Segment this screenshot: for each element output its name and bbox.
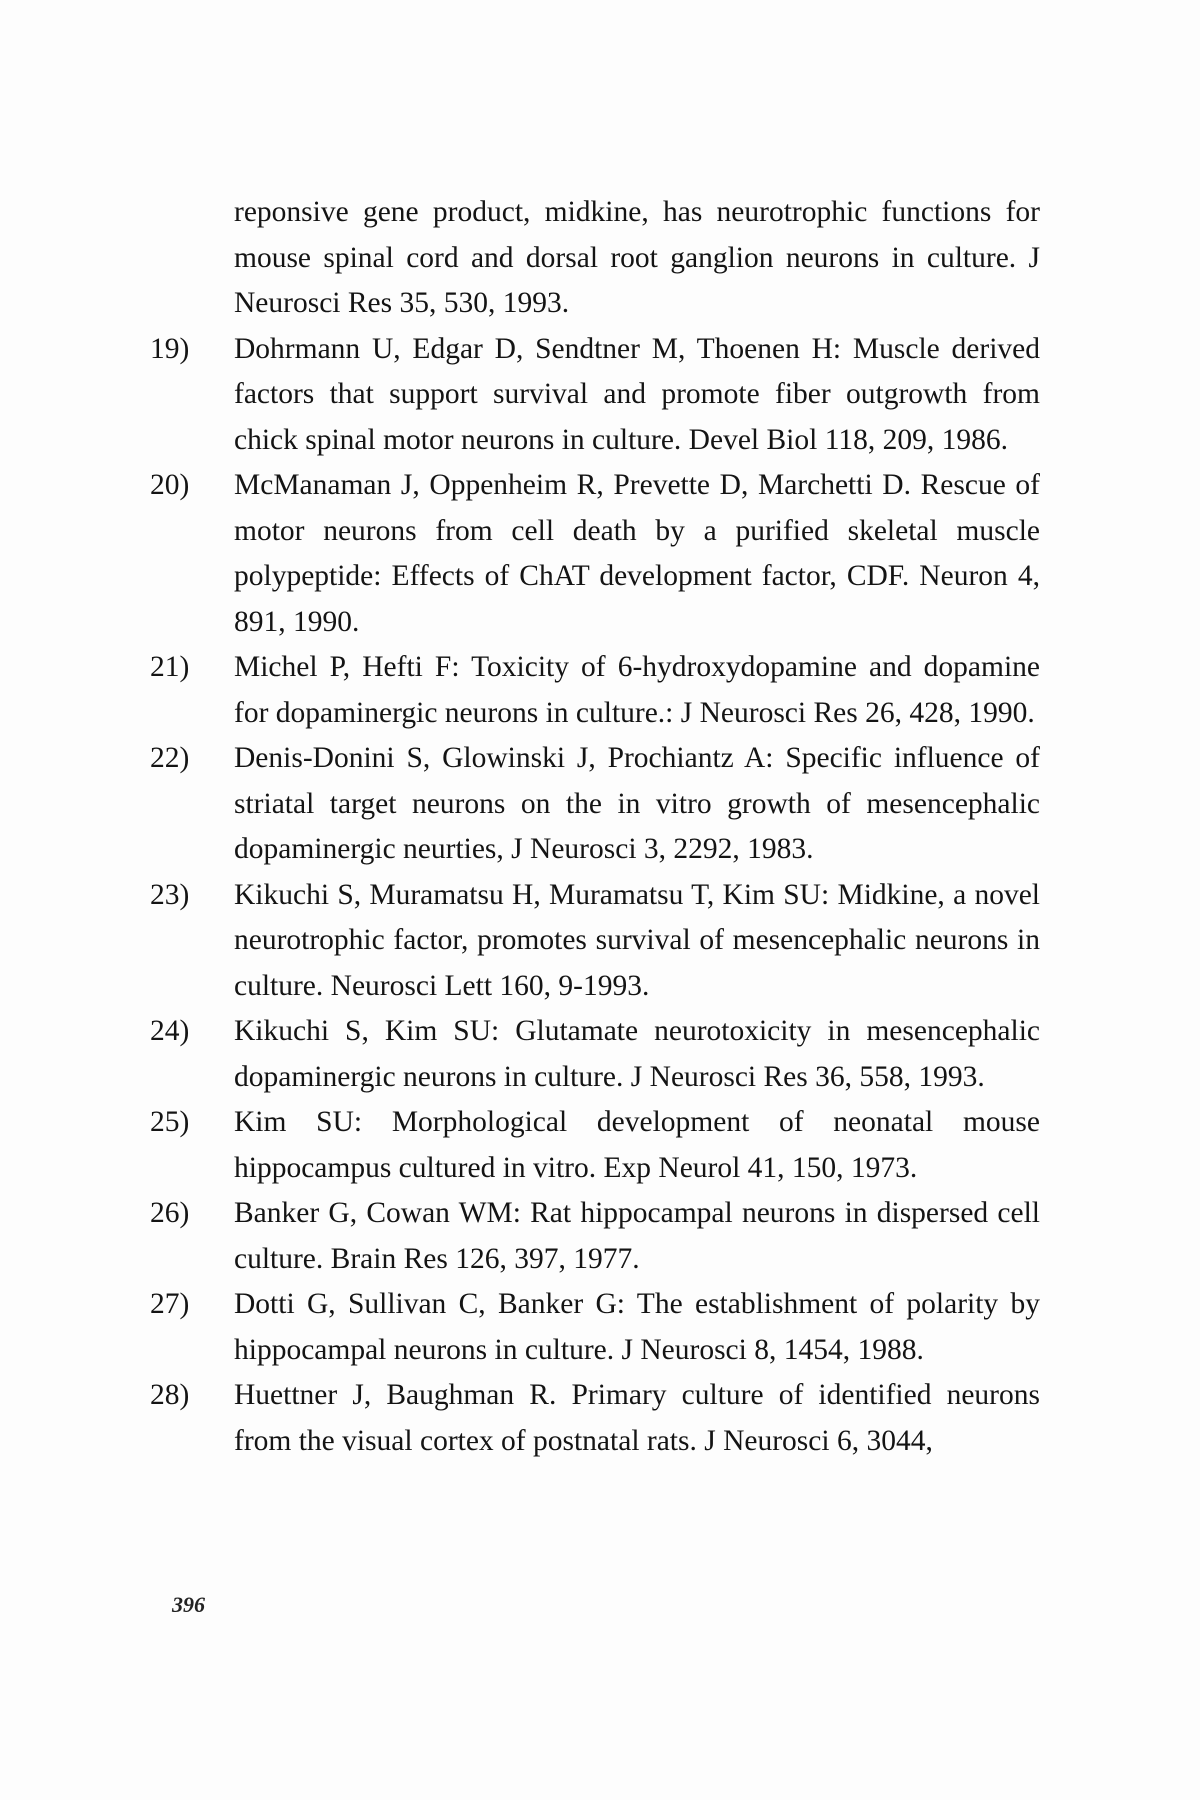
reference-text: Dotti G, Sullivan C, Banker G: The establishment of polarity by hippocampal neurons in culture. J Neurosci 8, 1454, 1988.	[234, 1288, 1040, 1366]
reference-item	[150, 1373, 1040, 1464]
reference-item	[150, 463, 1040, 645]
reference-continuation: reponsive gene product, midkine, has neurotrophic functions for mouse spinal cord and dorsal root ganglion neurons in culture. J Neurosci Res 35, 530, 1993.	[234, 196, 1040, 319]
reference-number: 25)	[150, 1106, 190, 1138]
reference-text: Kikuchi S, Kim SU: Glutamate neurotoxicity in mesencephalic dopaminergic neurons in culture. J Neurosci Res 36, 558, 1993.	[234, 1015, 1040, 1093]
reference-number: 22)	[150, 742, 190, 774]
reference-text: McManaman J, Oppenheim R, Prevette D, Marchetti D. Rescue of motor neurons from cell death by a purified skeletal muscle polypeptide: Effects of ChAT development factor, CDF. Neuron 4, 891, 1990.	[234, 469, 1040, 638]
reference-number: 28)	[150, 1379, 190, 1411]
reference-item	[150, 736, 1040, 873]
reference-text: Banker G, Cowan WM: Rat hippocampal neurons in dispersed cell culture. Brain Res 126, 397, 1977.	[234, 1197, 1040, 1275]
reference-number: 19)	[150, 332, 190, 365]
reference-text: Michel P, Hefti F: Toxicity of 6-hydroxydopamine and dopamine for dopaminergic neurons in culture.: J Neurosci Res 26, 428, 1990.	[234, 651, 1040, 729]
reference-number: 21)	[150, 651, 190, 683]
reference-item	[150, 1282, 1040, 1373]
reference-text: Kim SU: Morphological development of neonatal mouse hippocampus cultured in vitro. Exp Neurol 41, 150, 1973.	[234, 1106, 1040, 1184]
reference-list	[150, 190, 1040, 1464]
page-number: 396	[172, 1592, 205, 1617]
reference-text: Denis-Donini S, Glowinski J, Prochiantz A: Specific influence of striatal target neurons on the in vitro growth of mesencephalic dopaminergic neurties, J Neurosci 3, 2292, 1983.	[234, 742, 1040, 865]
reference-text: Kikuchi S, Muramatsu H, Muramatsu T, Kim SU: Midkine, a novel neurotrophic factor, promotes survival of mesencephalic neurons in culture. Neurosci Lett 160, 9-1993.	[234, 878, 1040, 1002]
reference-number: 20)	[150, 469, 190, 501]
reference-item	[150, 1191, 1040, 1282]
reference-item	[150, 1009, 1040, 1100]
reference-number: 23)	[150, 878, 190, 911]
reference-item	[150, 1100, 1040, 1191]
reference-number: 27)	[150, 1288, 190, 1320]
reference-item	[150, 873, 1040, 1010]
reference-number: 26)	[150, 1197, 190, 1229]
reference-item	[150, 327, 1040, 464]
reference-text: Huettner J, Baughman R. Primary culture of identified neurons from the visual cortex of postnatal rats. J Neurosci 6, 3044,	[234, 1379, 1040, 1457]
reference-number: 24)	[150, 1015, 190, 1047]
reference-text: Dohrmann U, Edgar D, Sendtner M, Thoenen H: Muscle derived factors that support survival and promote fiber outgrowth from chick spinal motor neurons in culture. Devel Biol 118, 209, 1986.	[234, 332, 1040, 456]
reference-item	[150, 645, 1040, 736]
